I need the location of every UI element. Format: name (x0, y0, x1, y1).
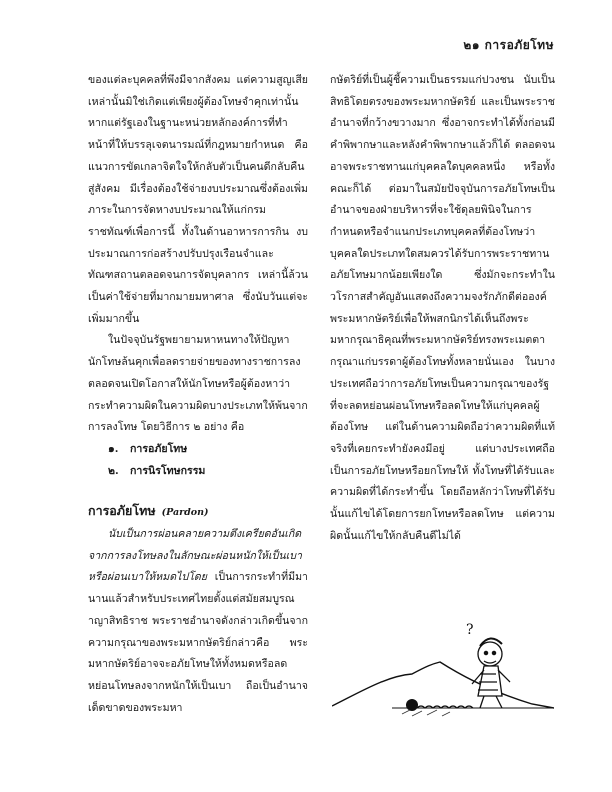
list-item-amnesty (88, 461, 308, 483)
body-paragraph: ของแต่ละบุคคลที่พึงมีจากสังคม แต่ความสูญเสียเหล่านั้นมิใช่เกิดแต่เพียงผู้ต้องโทษจำคุกเท่านั้น หากแต่รัฐเองในฐานะหน่วยหลักองค์การที่ทำหน้าที่ให้บรรลุเจตนารมณ์ที่กฎหมายกำหนด คือแนวการขัดเกลาจิตใจให้กลับตัวเป็นคนดีกลับคืนสู่สังคม มีเรื่องต้องใช้จ่ายงบประมาณซึ่งต้องเพิ่มภาระในการจัดหางบประมาณให้แก่กรมราชทัณฑ์เพื่อการนี้ ทั้งในด้านอาหารการกิน งบประมาณการก่อสร้างปรับปรุงเรือนจำและทัณฑสถานตลอดจนการจัดบุคลากร เหล่านี้ล้วนเป็นค่าใช้จ่ายที่มากมายมหาศาล ซึ่งนับวันแต่จะเพิ่มมากขึ้น (88, 74, 308, 325)
body-paragraph: ในปัจจุบันรัฐพยายามหาหนทางให้ปัญหานักโทษล้นคุกเพื่อลดรายจ่ายของทางราชการลง ตลอดจนเปิดโอกาสให้นักโทษหรือผู้ต้องหาว่ากระทำความผิดในความผิดบางประเภทให้พ้นจากการลงโทษ โดยวิธีการ ๒ อย่าง คือ (88, 334, 308, 434)
prisoner-figure (472, 638, 510, 708)
cartoon-illustration (332, 596, 554, 746)
paragraph-text: เป็นการกระทำที่มีมานานแล้วสำหรับประเทศไทยตั้งแต่สมัยสมบูรณาญาสิทธิราช พระราชอำนาจดังกล่าวเกิดขึ้นจากความกรุณาของพระมหากษัตริย์กล่าวคือ พระมหากษัตริย์อาจจะอภัยโทษให้ทั้งหมดหรือลดหย่อนโทษลงจากหนักให้เป็นเบา ถือเป็นอำนาจเด็ดขาดของพระมหา (88, 571, 308, 714)
section-title-english: (Pardon) (161, 507, 209, 519)
body-paragraph: กษัตริย์ที่เป็นผู้ชี้ความเป็นธรรมแก่ปวงชน นับเป็นสิทธิโดยตรงของพระมหากษัตริย์ และเป็นพระราชอำนาจที่กว้างขวางมาก ซึ่งอาจกระทำได้ทั้งก่อนมีคำพิพากษาและหลังคำพิพากษาแล้วก็ได้ ตลอดจนอาจพระราชทานแก่บุคคลใดบุคคลหนึ่ง หรือทั้งคณะก็ได้ ต่อมาในสมัยปัจจุบันการอภัยโทษเป็นอำนาจของฝ่ายบริหารที่จะใช้ดุลยพินิจในการกำหนดหรือจำแนกประเภทบุคคลที่ต้องโทษว่าบุคคลใดประเภทใดสมควรได้รับการพระราชทานอภัยโทษมากน้อยเพียงใด ซึ่งมักจะกระทำในวโรกาสสำคัญอันแสดงถึงความจงรักภักดีต่อองค์พระมหากษัตริย์เพื่อให้พสกนิกรได้เห็นถึงพระมหากรุณาธิคุณที่พระมหากษัตริย์ทรงพระเมตตากรุณาแก่บรรดาผู้ต้องโทษทั้งหลายนั่นเอง ในบางประเทศถือว่าการอภัยโทษเป็นความกรุณาของรัฐที่จะลดหย่อนผ่อนโทษหรือลดโทษให้แก่บุคคลผู้ต้องโทษ แต่ในด้านความผิดถือว่าความผิดที่แท้จริงที่เคยกระทำยังคงมีอยู่ แต่บางประเทศถือเป็นการอภัยโทษหรือยกโทษให้ ทั้งโทษที่ได้รับและความผิดที่ได้กระทำขึ้น โดยถือหลักว่าโทษที่ได้รับนั้นแก้ไขได้โดยการยกโทษหรือลดโทษ แต่ความผิดนั้นแก้ไขให้กลับคืนดีไม่ได้ (330, 74, 555, 542)
page-title: ๒๑ การอภัยโทษ (463, 38, 554, 52)
list-number: ๒. (108, 464, 119, 477)
right-column (330, 70, 555, 547)
body-paragraph (88, 524, 308, 719)
ball-weight (406, 699, 418, 711)
question-mark: ? (466, 622, 474, 638)
list-number: ๑. (108, 442, 119, 455)
section-heading (88, 500, 308, 524)
page-header (463, 36, 554, 55)
ground-hatching (402, 710, 450, 716)
list-item-pardon (88, 439, 308, 461)
prisoner-legs (480, 696, 502, 708)
section-title: การอภัยโทษ (88, 503, 156, 519)
italic-definition: นับเป็นการผ่อนคลายความตึงเครียดอันเกิดจากการลงโทษลงในลักษณะผ่อนหนักให้เป็นเบา หรือผ่อนเบาให้หมดไปโดย (88, 528, 302, 584)
list-label: การนิรโทษกรรม (130, 464, 206, 477)
hill-outline (332, 662, 554, 708)
list-label: การอภัยโทษ (130, 442, 188, 455)
left-column (88, 70, 308, 719)
